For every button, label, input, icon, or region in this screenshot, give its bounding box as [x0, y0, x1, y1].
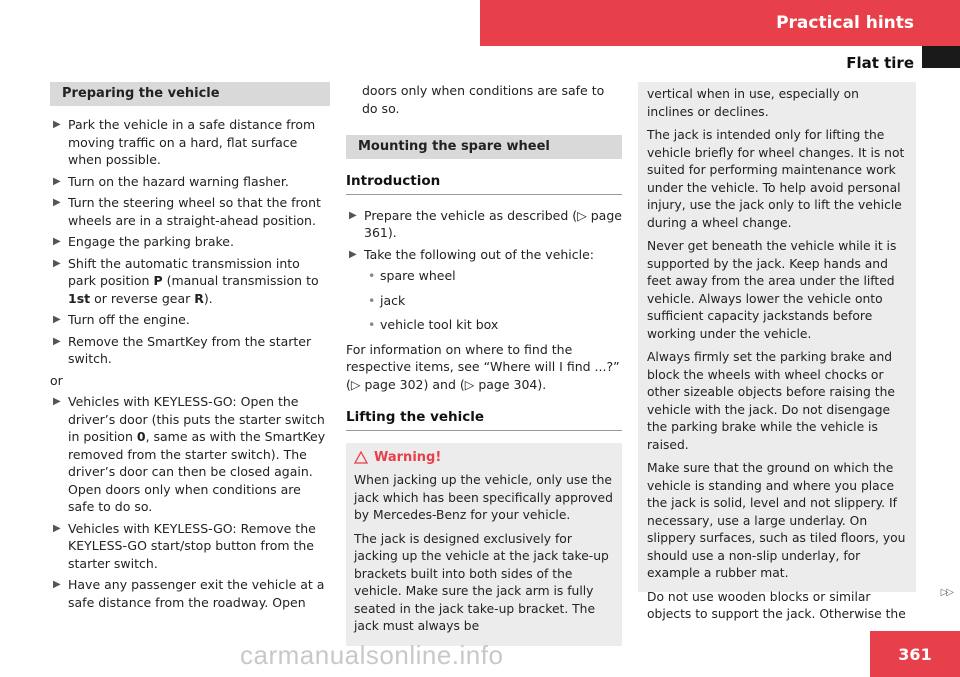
subheading-lifting-vehicle: Lifting the vehicle: [346, 409, 622, 431]
bullet-dot-icon: •: [368, 292, 376, 308]
or-text: or: [50, 372, 63, 388]
step-text: Have any passenger exit the vehicle at a safe distance from the roadway. Open: [68, 577, 325, 610]
step-arrow-icon: ▶: [53, 197, 61, 208]
heading-mounting-spare-wheel: Mounting the spare wheel: [346, 135, 622, 159]
step-text: Park the vehicle in a safe distance from moving traffic on a hard, flat surface when possible.: [68, 117, 316, 167]
column-2: [346, 82, 622, 646]
step-item: [50, 255, 330, 308]
step-item: [50, 576, 330, 611]
section-title: Practical hints: [776, 13, 914, 33]
step-item: [50, 333, 330, 368]
warning-paragraph: The jack is designed exclusively for jacking up the vehicle at the jack take-up brackets built into both sides of the vehicle. Make sure the jack arm is fully seated in the jack take-up bracket. The jack must always be: [354, 531, 609, 633]
step-arrow-icon: ▶: [349, 248, 357, 260]
step-arrow-icon: ▶: [53, 522, 61, 534]
step-arrow-icon: ▶: [349, 209, 357, 221]
step-text: Turn the steering wheel so that the front wheels are in a straight-ahead position.: [68, 195, 321, 228]
step-item: [50, 520, 330, 573]
step-text: Vehicles with KEYLESS-GO: Remove the KEYLESS-GO start/stop button from the starter switch.: [68, 520, 316, 571]
warning-paragraph: The jack is intended only for lifting the vehicle briefly for wheel changes. It is not suited for performing maintenance work under the vehicle. To help avoid personal injury, use the jack only to lift the vehicle during a wheel change.: [647, 128, 905, 230]
subsection-title: Flat tire: [846, 54, 914, 72]
warning-paragraph: When jacking up the vehicle, only use the jack which has been specifically approved by Mercedes-Benz for your vehicle.: [354, 473, 613, 522]
step-text: Remove the SmartKey from the starter switch.: [68, 333, 312, 366]
step-item: [50, 173, 330, 191]
warning-title: Warning!: [354, 449, 614, 467]
header-tab-marker: [922, 46, 960, 68]
step-item: [50, 194, 330, 229]
warning-paragraph: Never get beneath the vehicle while it is supported by the jack. Keep hands and feet away from the area under the lifted vehicle. Always lower the vehicle onto sufficient capacity jackstands before working under the vehicle.: [647, 239, 897, 341]
heading-preparing-vehicle: Preparing the vehicle: [50, 82, 330, 106]
list-item: • vehicle tool kit box: [368, 317, 499, 332]
step-text: Turn on the hazard warning flasher.: [68, 173, 289, 189]
step-arrow-icon: ▶: [53, 314, 61, 325]
step-item: [346, 246, 622, 264]
column-1: [50, 82, 330, 615]
step-text: Turn off the engine.: [68, 312, 190, 327]
warning-paragraph: Make sure that the ground on which the vehicle is standing and where you place the jack is solid, level and not slippery. If necessary, use a large underlay. On slippery surfaces, such as tiled floors, you should use a non-slip underlay, for example a rubber mat.: [647, 461, 906, 580]
step-item: [346, 207, 622, 242]
subheading-introduction: Introduction: [346, 173, 622, 195]
warning-triangle-icon: [354, 451, 368, 464]
warning-box: [346, 443, 622, 646]
continue-arrow-icon: ▷▷: [940, 587, 952, 598]
step-arrow-icon: ▶: [53, 579, 61, 590]
step-item: [50, 311, 330, 329]
step-arrow-icon: ▶: [53, 335, 61, 347]
info-text: For information on where to find the respective items, see “Where will I find ...?” (▷ page 302) and (▷ page 304).: [346, 341, 620, 392]
page-number: 361: [870, 631, 960, 677]
step-arrow-icon: ▶: [53, 396, 61, 407]
step-text: Take the following out of the vehicle:: [364, 246, 595, 262]
list-item: • spare wheel: [368, 268, 456, 283]
step-item: [50, 233, 330, 251]
bullet-dot-icon: •: [368, 268, 376, 283]
warning-paragraph: Do not use wooden blocks or similar objects to support the jack. Otherwise the: [647, 589, 906, 621]
step-arrow-icon: ▶: [53, 257, 61, 269]
warning-paragraph: Always firmly set the parking brake and block the wheels with wheel chocks or other sizeable objects before raising the vehicle with the jack. Do not disengage the parking brake while the vehicle is raised.: [647, 350, 895, 452]
section-header: [480, 0, 960, 46]
step-text: Shift the automatic transmission into park position P (manual transmission to 1st or reverse gear R).: [68, 255, 319, 306]
bullet-list: [346, 267, 622, 334]
warning-continued-box: [638, 82, 916, 621]
continued-text: doors only when conditions are safe to do so.: [362, 83, 605, 116]
step-arrow-icon: ▶: [53, 119, 61, 130]
warning-paragraph: vertical when in use, especially on inclines or declines.: [647, 87, 859, 119]
step-arrow-icon: ▶: [53, 175, 61, 187]
column-3: [638, 82, 916, 621]
step-text: Prepare the vehicle as described (▷ page 361).: [364, 207, 622, 240]
step-text: Engage the parking brake.: [68, 234, 234, 249]
bullet-dot-icon: •: [368, 317, 376, 332]
watermark: carmanualsonline.info: [240, 640, 504, 670]
step-text: Vehicles with KEYLESS-GO: Open the driver’s door (this puts the starter switch in position 0, same as with the SmartKey removed from the starter switch). The driver’s door can then be closed again. Open doors only when conditions are safe to do so.: [68, 394, 326, 514]
step-item: [50, 393, 330, 516]
step-item: [50, 116, 330, 169]
step-arrow-icon: ▶: [53, 236, 61, 247]
list-item: • jack: [368, 292, 406, 308]
